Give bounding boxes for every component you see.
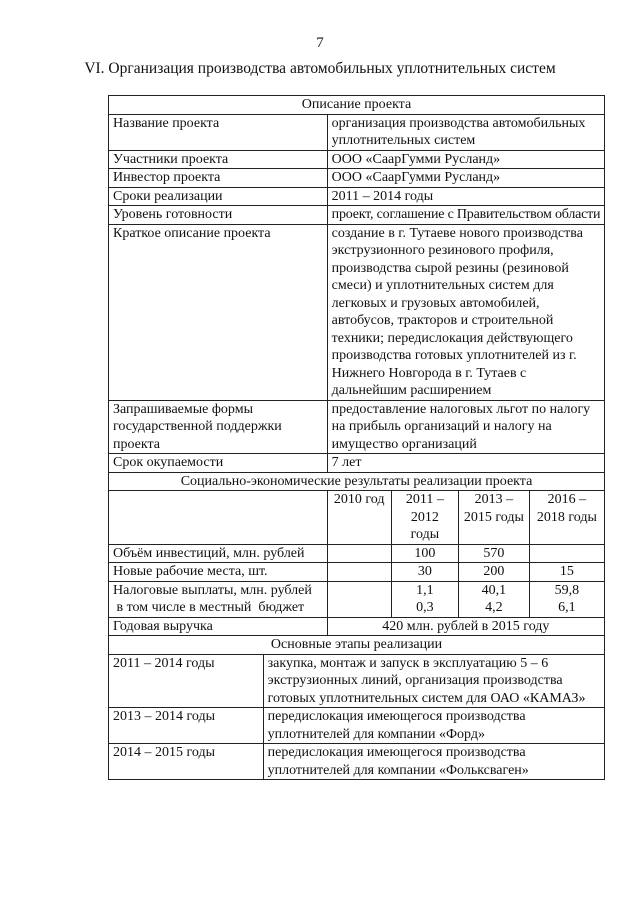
row-value: 7 лет xyxy=(327,454,604,473)
cell-subvalue: 6,1 xyxy=(558,600,576,615)
row-label: Налоговые выплаты, млн. рублей xyxy=(113,582,312,598)
table-row xyxy=(109,206,605,225)
row-label: Запрашиваемые формы государственной поддержки проекта xyxy=(109,400,328,454)
stage-period: 2013 – 2014 годы xyxy=(109,708,264,744)
row-label: Новые рабочие места, шт. xyxy=(109,563,328,582)
project-table xyxy=(108,95,605,780)
row-label: Инвестор проекта xyxy=(109,169,328,188)
tax-label-cell xyxy=(109,581,328,617)
table-row xyxy=(109,150,605,169)
table-cell xyxy=(529,544,604,563)
column-header: 2013 – 2015 годы xyxy=(459,491,530,545)
stage-text: передислокация имеющегося производства уплотнителей для компании «Фольксваген» xyxy=(263,744,604,780)
row-sublabel: в том числе в местный бюджет xyxy=(113,600,305,615)
row-value: 420 млн. рублей в 2015 году xyxy=(327,617,604,636)
row-label: Название проекта xyxy=(109,114,328,150)
table-cell xyxy=(327,581,391,617)
row-value: 2011 – 2014 годы xyxy=(327,187,604,206)
results-columns-row xyxy=(109,491,605,545)
table-row xyxy=(109,454,605,473)
table-cell: 15 xyxy=(529,563,604,582)
table-row xyxy=(109,744,605,780)
table-row xyxy=(109,581,605,617)
cell-subvalue: 0,3 xyxy=(416,600,434,615)
description-header-row xyxy=(109,96,605,115)
row-label: Сроки реализации xyxy=(109,187,328,206)
row-label: Срок окупаемости xyxy=(109,454,328,473)
table-cell xyxy=(529,581,604,617)
table-row xyxy=(109,544,605,563)
section-title: VI. Организация производства автомобильных уплотнительных систем xyxy=(84,60,556,77)
table-cell: 200 xyxy=(459,563,530,582)
empty-cell xyxy=(109,491,328,545)
table-row xyxy=(109,708,605,744)
table-cell: 100 xyxy=(391,544,458,563)
description-header: Описание проекта xyxy=(109,96,605,115)
table-row xyxy=(109,400,605,454)
table-cell xyxy=(391,581,458,617)
row-value: ООО «СаарГумми Русланд» xyxy=(327,169,604,188)
table-cell: 570 xyxy=(459,544,530,563)
table-row xyxy=(109,114,605,150)
row-label: Участники проекта xyxy=(109,150,328,169)
column-header: 2011 – 2012 годы xyxy=(391,491,458,545)
results-header: Социально-экономические результаты реализации проекта xyxy=(109,472,605,491)
table-cell xyxy=(327,563,391,582)
stage-text: закупка, монтаж и запуск в эксплуатацию 5 – 6 экструзионных линий, организация производства готовых уплотнительных систем для ОАО «КАМАЗ» xyxy=(263,654,604,708)
stages-header-row xyxy=(109,636,605,655)
row-label: Краткое описание проекта xyxy=(109,224,328,400)
table-cell: 30 xyxy=(391,563,458,582)
table-row xyxy=(109,617,605,636)
cell-value: 59,8 xyxy=(554,582,580,598)
table-cell xyxy=(459,581,530,617)
table-cell xyxy=(327,544,391,563)
row-label: Годовая выручка xyxy=(109,617,328,636)
row-value: предоставление налоговых льгот по налогу на прибыль организаций и налогу на имущество организаций xyxy=(327,400,604,454)
row-label: Объём инвестиций, млн. рублей xyxy=(109,544,328,563)
table-row xyxy=(109,654,605,708)
stage-period: 2011 – 2014 годы xyxy=(109,654,264,708)
stage-period: 2014 – 2015 годы xyxy=(109,744,264,780)
stage-text: передислокация имеющегося производства уплотнителей для компании «Форд» xyxy=(263,708,604,744)
stages-header: Основные этапы реализации xyxy=(109,636,605,655)
row-value: проект, соглашение с Правительством области xyxy=(327,206,604,225)
row-value: создание в г. Тутаеве нового производства экструзионного резинового профиля, производства сырой резины (резиновой смеси) и уплотнительных систем для легковых и грузовых автомобилей, автобусов, тракторов и строительной техники; передислокация действующего производства готовых уплотнителей из г. Нижнего Новгорода в г. Тутаев с дальнейшим расширением xyxy=(327,224,604,400)
page-number: 7 xyxy=(316,35,324,51)
cell-subvalue: 4,2 xyxy=(485,600,503,615)
table-row xyxy=(109,187,605,206)
row-value: организация производства автомобильных уплотнительных систем xyxy=(327,114,604,150)
row-label: Уровень готовности xyxy=(109,206,328,225)
column-header: 2016 – 2018 годы xyxy=(529,491,604,545)
cell-value: 1,1 xyxy=(416,582,434,598)
row-value: ООО «СаарГумми Русланд» xyxy=(327,150,604,169)
table-row xyxy=(109,224,605,400)
cell-value: 40,1 xyxy=(481,582,507,598)
table-row xyxy=(109,169,605,188)
results-header-row xyxy=(109,472,605,491)
table-row xyxy=(109,563,605,582)
column-header: 2010 год xyxy=(327,491,391,545)
